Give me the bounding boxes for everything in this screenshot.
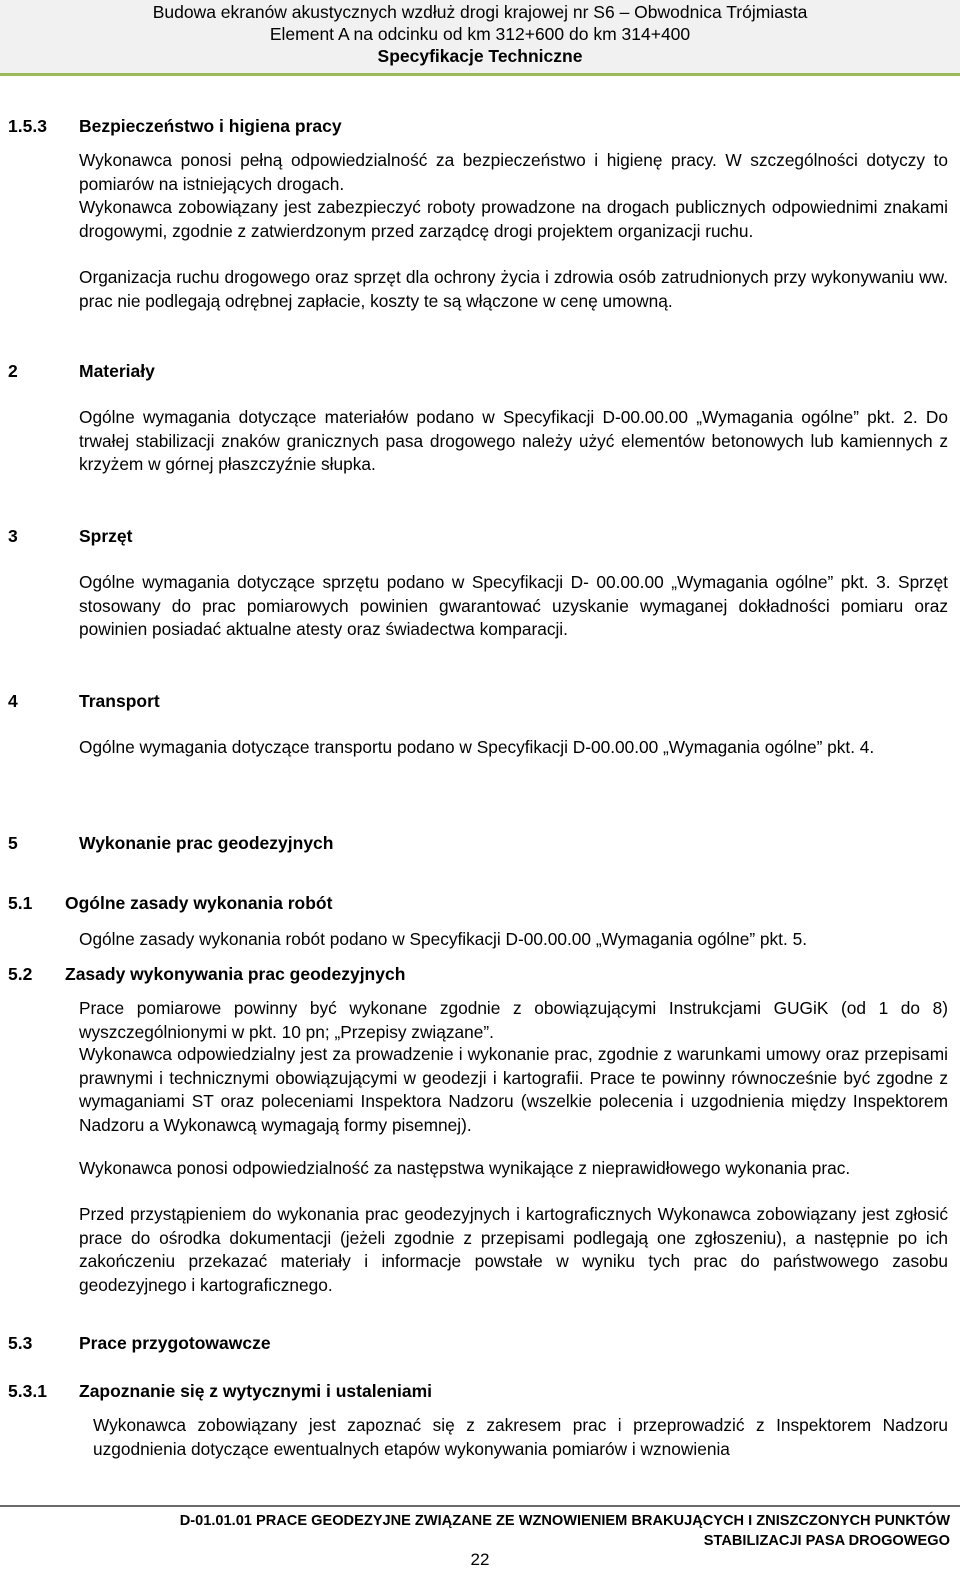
section-number: 5.2 [8, 964, 33, 984]
section-title: Wykonanie prac geodezyjnych [79, 833, 334, 853]
paragraph: Prace pomiarowe powinny być wykonane zgodnie z obowiązującymi Instrukcjami GUGiK (od 1 do 8) wyszczególnionymi w pkt. 10 pn; „Przepisy związane”. [79, 998, 948, 1042]
paragraph: Wykonawca ponosi odpowiedzialność za następstwa wynikające z nieprawidłowego wykonania prac. [79, 1158, 851, 1178]
section-number: 5.3 [8, 1333, 33, 1353]
section-title: Bezpieczeństwo i higiena pracy [79, 116, 342, 136]
section-number: 1.5.3 [8, 116, 47, 136]
page-header [0, 0, 960, 76]
paragraph: Ogólne wymagania dotyczące sprzętu podano w Specyfikacji D- 00.00.00 „Wymagania ogólne” pkt. 3. Sprzęt stosowany do prac pomiarowych powinien gwarantować uzyskanie wymaganej dokładności pomiaru oraz powinien posiadać aktualne atesty oraz świadectwa komparacji. [79, 572, 948, 640]
paragraph: Wykonawca zobowiązany jest zapoznać się z zakresem prac i przeprowadzić z Inspektorem Nadzoru uzgodnienia dotyczące ewentualnych etapów wykonywania pomiarów i wznowienia [93, 1415, 948, 1459]
section-title: Sprzęt [79, 526, 133, 546]
section-number: 5.3.1 [8, 1381, 47, 1401]
page-number: 22 [470, 1550, 490, 1569]
paragraph: Organizacja ruchu drogowego oraz sprzęt dla ochrony życia i zdrowia osób zatrudnionych przy wykonywaniu ww. prac nie podlegają odrębnej zapłacie, koszty te są włączone w cenę umowną. [79, 267, 948, 311]
section-number: 5.1 [8, 893, 33, 913]
paragraph: Ogólne zasady wykonania robót podano w Specyfikacji D-00.00.00 „Wymagania ogólne” pkt. 5. [79, 929, 807, 949]
paragraph: Wykonawca zobowiązany jest zabezpieczyć roboty prowadzone na drogach publicznych odpowiednimi znakami drogowymi, zgodnie z zatwierdzonym przed zarządcę drogi projektem organizacji ruchu. [79, 197, 948, 241]
paragraph: Ogólne wymagania dotyczące materiałów podano w Specyfikacji D-00.00.00 „Wymagania ogólne” pkt. 2. Do trwałej stabilizacji znaków granicznych pasa drogowego należy użyć elementów betonowych lub kamiennych z krzyżem w górnej płaszczyźnie słupka. [79, 407, 948, 475]
section-number: 3 [8, 526, 18, 546]
section-title: Ogólne zasady wykonania robót [65, 893, 333, 913]
paragraph: Ogólne wymagania dotyczące transportu podano w Specyfikacji D-00.00.00 „Wymagania ogólne” pkt. 4. [79, 737, 875, 757]
page-footer [50, 1511, 950, 1551]
paragraph: Przed przystąpieniem do wykonania prac geodezyjnych i kartograficznych Wykonawca zobowiązany jest zgłosić prace do ośrodka dokumentacji (jeżeli zgodnie z przepisami podlegają one zgłoszeniu), a następnie po ich zakończeniu przekazać materiały i informacje powstałe w wyniku tych prac do państwowego zasobu geodezyjnego i kartograficznego. [79, 1204, 948, 1295]
section-title: Zapoznanie się z wytycznymi i ustaleniami [79, 1381, 433, 1401]
footer-spec-title-cont: STABILIZACJI PASA DROGOWEGO [703, 1533, 950, 1549]
header-element-range: Element A na odcinku od km 312+600 do km 314+400 [269, 24, 691, 44]
footer-spec-title: D-01.01.01 PRACE GEODEZYJNE ZWIĄZANE ZE WZNOWIENIEM BRAKUJĄCYCH I ZNISZCZONYCH PUNKTÓW [179, 1513, 950, 1529]
section-number: 4 [8, 691, 18, 711]
footer-rule [0, 1505, 960, 1507]
paragraph: Wykonawca ponosi pełną odpowiedzialność za bezpieczeństwo i higienę pracy. W szczególności dotyczy to pomiarów na istniejących drogach. [79, 150, 948, 194]
header-doc-type: Specyfikacje Techniczne [377, 46, 583, 66]
section-title: Transport [79, 691, 160, 711]
section-title: Prace przygotowawcze [79, 1333, 271, 1353]
header-rule [0, 73, 960, 76]
section-title: Zasady wykonywania prac geodezyjnych [65, 964, 406, 984]
paragraph: Wykonawca odpowiedzialny jest za prowadzenie i wykonanie prac, zgodnie z warunkami umowy oraz przepisami prawnymi i technicznymi obowiązującymi w geodezji i kartografii. Prace te powinny równocześnie być zgodne z wymaganiami ST oraz poleceniami Inspektora Nadzoru (wszelkie polecenia i uzgodnienia między Inspektorem Nadzoru a Wykonawcą wymagają formy pisemnej). [79, 1044, 948, 1135]
section-number: 5 [8, 833, 18, 853]
section-title: Materiały [79, 361, 155, 381]
header-project-title: Budowa ekranów akustycznych wzdłuż drogi krajowej nr S6 – Obwodnica Trójmiasta [152, 2, 808, 22]
section-number: 2 [8, 361, 18, 381]
